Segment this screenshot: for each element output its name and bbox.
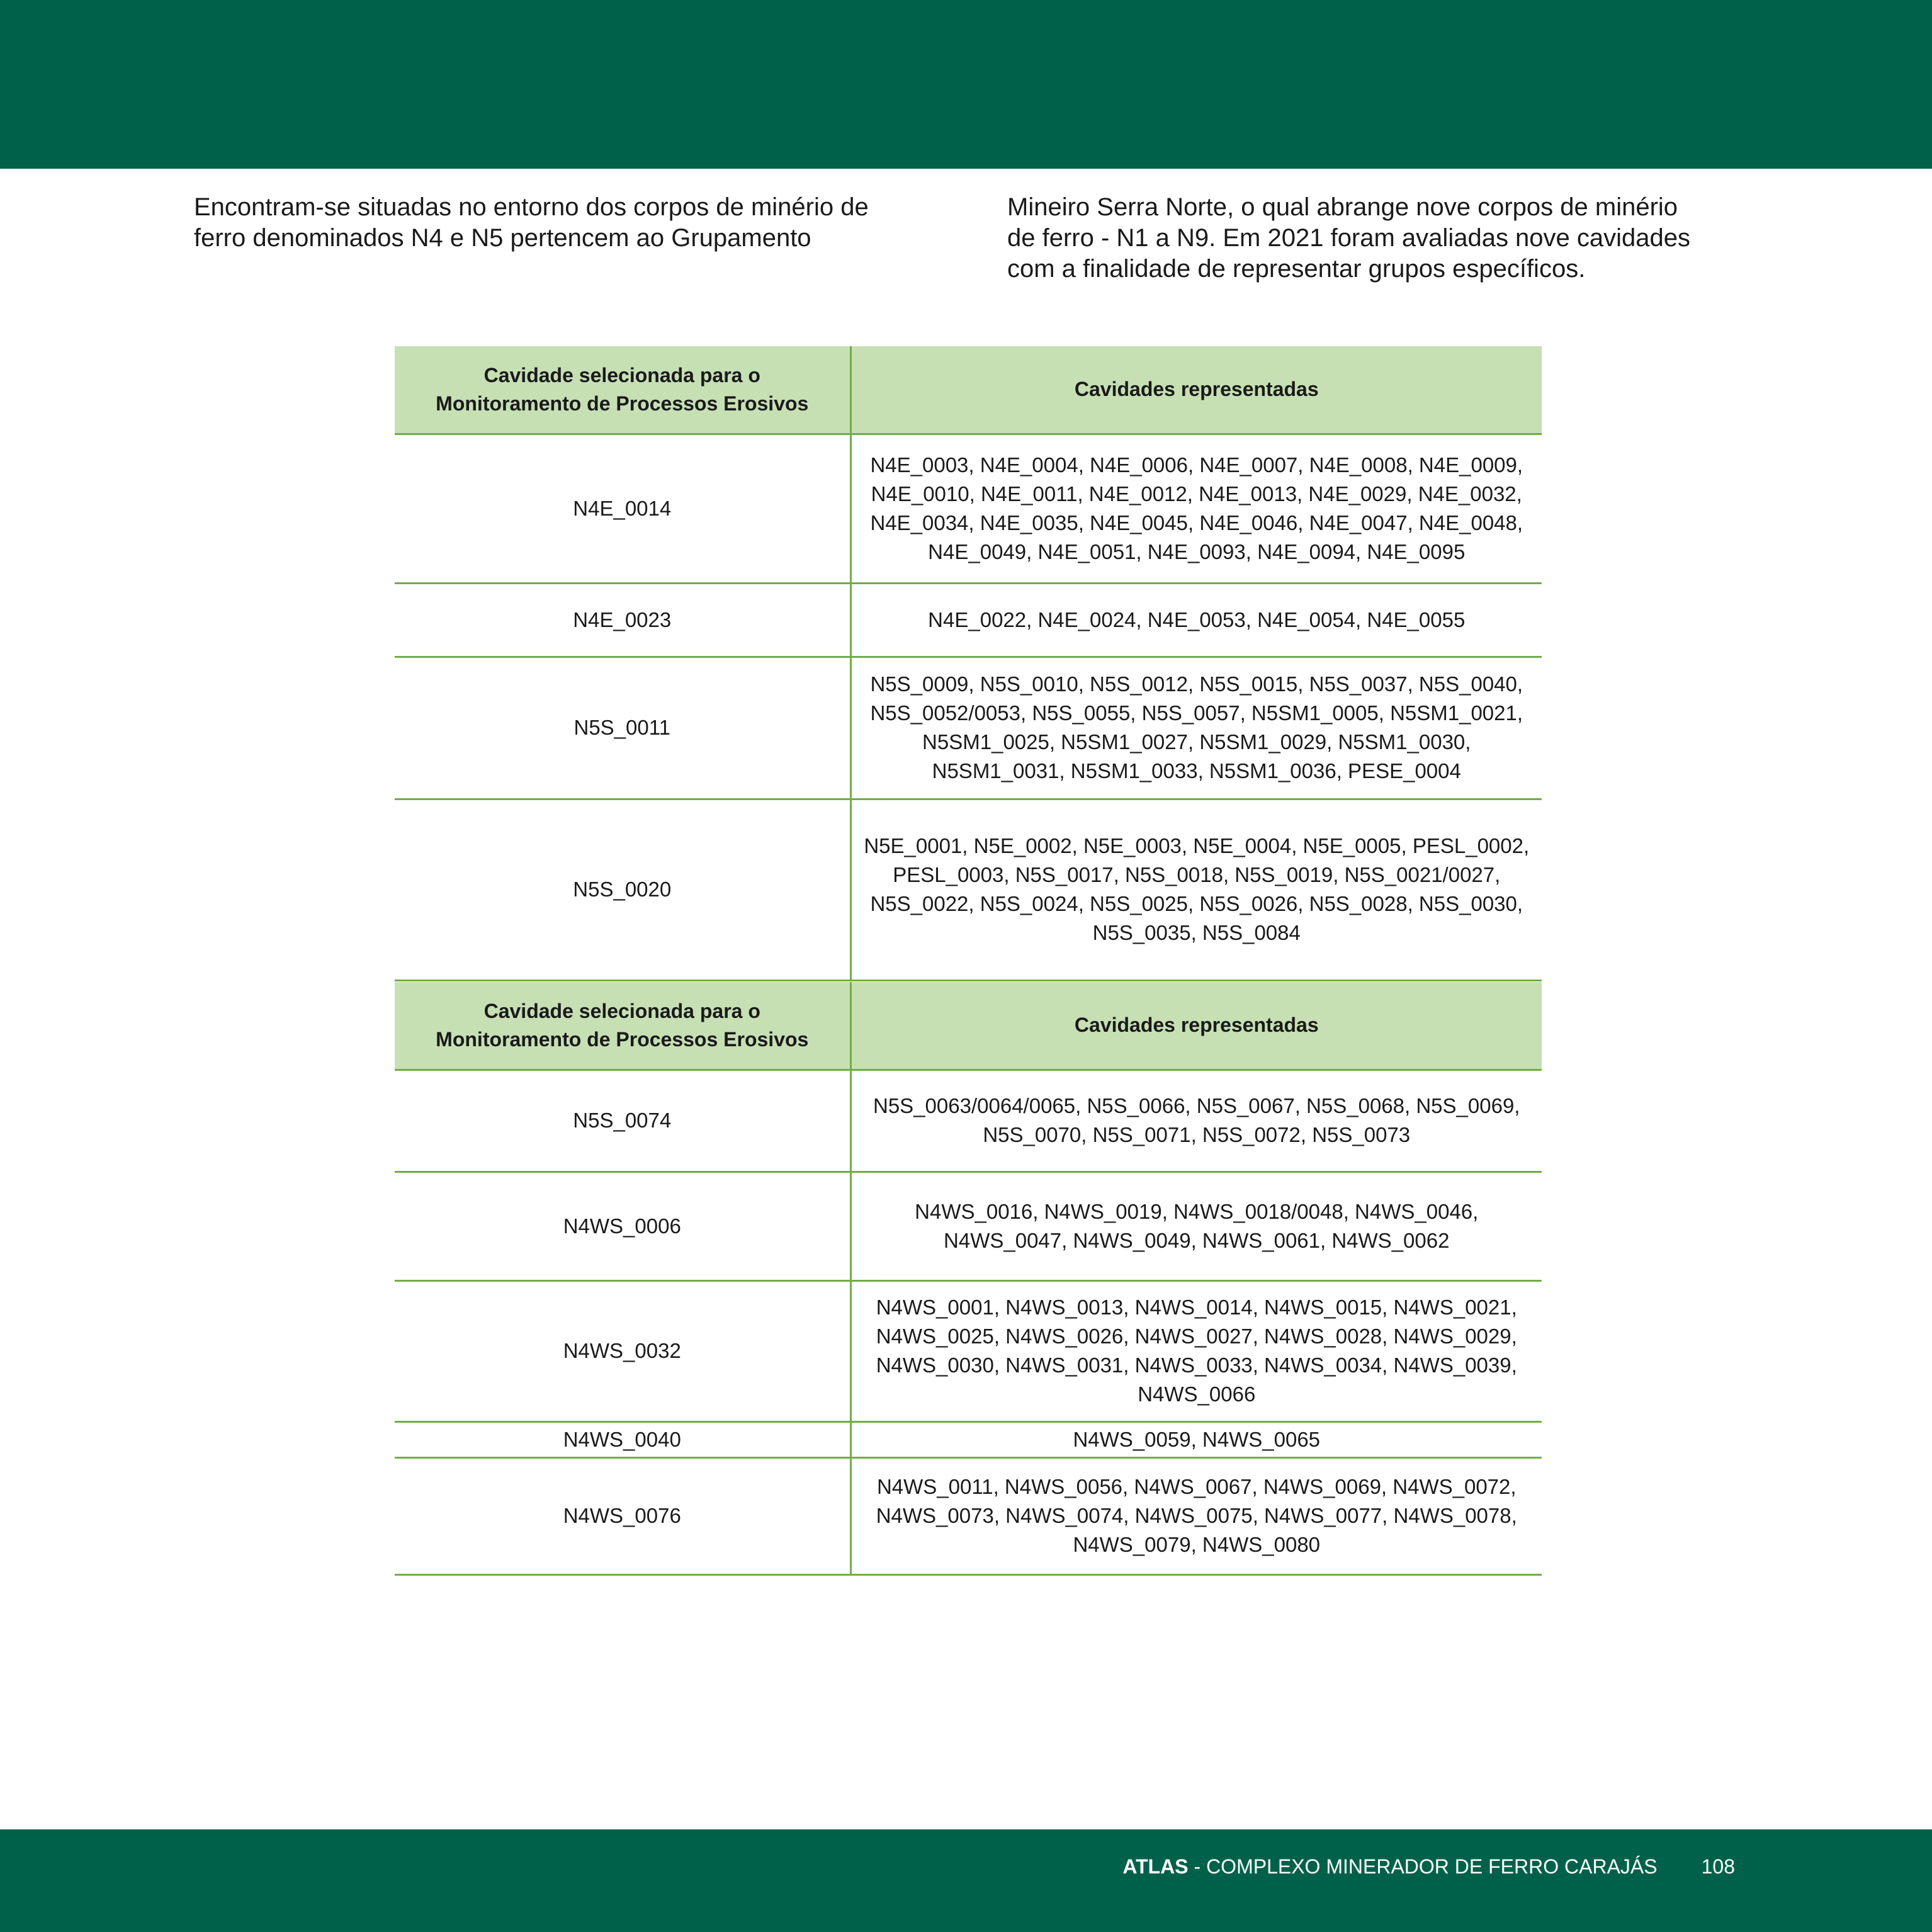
represented-cavities-line: N4WS_0030, N4WS_0031, N4WS_0033, N4WS_0034, N4WS_0039, — [876, 1353, 1517, 1377]
represented-cavities-line: N5S_0070, N5S_0071, N5S_0072, N5S_0073 — [983, 1123, 1411, 1146]
represented-cavities-line: N4WS_0001, N4WS_0013, N4WS_0014, N4WS_0015, N4WS_0021, — [876, 1296, 1517, 1319]
represented-cavities-cell — [850, 1421, 1542, 1457]
represented-cavities-line: N4WS_0016, N4WS_0019, N4WS_0018/0048, N4WS_0046, — [915, 1199, 1479, 1223]
selected-cavity-cell: N4WS_0040 — [395, 1421, 850, 1457]
selected-cavity-cell: N4WS_0006 — [395, 1172, 850, 1280]
represented-cavities-cell — [850, 1280, 1542, 1421]
represented-cavities-line: N4E_0034, N4E_0035, N4E_0045, N4E_0046, N4E_0047, N4E_0048, — [870, 511, 1523, 534]
represented-cavities-line: N4WS_0047, N4WS_0049, N4WS_0061, N4WS_0062 — [944, 1228, 1450, 1252]
represented-cavities-line: N4WS_0011, N4WS_0056, N4WS_0067, N4WS_0069, N4WS_0072, — [876, 1475, 1517, 1498]
represented-cavities-cell — [850, 1172, 1542, 1280]
top-color-band — [0, 0, 1932, 169]
represented-cavities-line: N4E_0049, N4E_0051, N4E_0093, N4E_0094, N4E_0095 — [928, 539, 1466, 563]
selected-cavity-cell: N5S_0020 — [395, 799, 850, 980]
selected-cavity-cell: N4WS_0076 — [395, 1457, 850, 1574]
represented-cavities-cell — [850, 434, 1542, 583]
represented-cavities-line: N4E_0022, N4E_0024, N4E_0053, N4E_0054, N4E_0055 — [928, 607, 1466, 631]
cavities-table-part-1 — [395, 346, 1542, 981]
selected-cavity-cell: N5S_0011 — [395, 657, 850, 799]
table-row — [395, 583, 1542, 657]
represented-cavities-cell — [850, 1070, 1542, 1172]
table-row — [395, 1280, 1542, 1421]
represented-cavities-line: N4E_0003, N4E_0004, N4E_0006, N4E_0007, N4E_0008, N4E_0009, — [870, 453, 1523, 477]
cavities-table-part-2 — [395, 982, 1542, 1576]
table-row — [395, 799, 1542, 980]
selected-cavity-cell: N4E_0014 — [395, 434, 850, 583]
header-represented-cavities: Cavidades representadas — [850, 346, 1542, 434]
intro-right-line: com a finalidade de representar grupos específicos. — [1007, 255, 1586, 283]
table-row — [395, 434, 1542, 583]
intro-left-line: ferro denominados N4 e N5 pertencem ao Grupamento — [194, 224, 811, 252]
represented-cavities-line: N5SM1_0025, N5SM1_0027, N5SM1_0029, N5SM1_0030, — [922, 730, 1471, 754]
footer-subtitle: - COMPLEXO MINERADOR DE FERRO CARAJÁS — [1188, 1855, 1658, 1878]
header-represented-cavities: Cavidades representadas — [850, 982, 1542, 1070]
represented-cavities-line: N5SM1_0031, N5SM1_0033, N5SM1_0036, PESE_0004 — [932, 759, 1461, 782]
represented-cavities-line: N5E_0001, N5E_0002, N5E_0003, N5E_0004, N5E_0005, PESL_0002, — [864, 834, 1530, 857]
represented-cavities-line: N5S_0009, N5S_0010, N5S_0012, N5S_0015, N5S_0037, N5S_0040, — [870, 672, 1523, 696]
table-row — [395, 657, 1542, 799]
table-row — [395, 1457, 1542, 1574]
table-header-row — [395, 982, 1542, 1070]
represented-cavities-line: N5S_0022, N5S_0024, N5S_0025, N5S_0026, N5S_0028, N5S_0030, — [870, 892, 1523, 915]
table-header-row — [395, 346, 1542, 434]
intro-left-line: Encontram-se situadas no entorno dos corpos de minério de — [194, 193, 869, 221]
represented-cavities-cell — [850, 657, 1542, 799]
intro-right-line: de ferro - N1 a N9. Em 2021 foram avaliadas nove cavidades — [1007, 224, 1691, 252]
page-footer — [1122, 1851, 1735, 1882]
represented-cavities-cell — [850, 799, 1542, 980]
table-row — [395, 1421, 1542, 1457]
represented-cavities-line: N5S_0035, N5S_0084 — [1092, 921, 1301, 944]
represented-cavities-line: N4WS_0025, N4WS_0026, N4WS_0027, N4WS_0028, N4WS_0029, — [876, 1325, 1517, 1348]
intro-left-column — [194, 192, 949, 254]
represented-cavities-line: N4E_0010, N4E_0011, N4E_0012, N4E_0013, N4E_0029, N4E_0032, — [871, 482, 1522, 506]
represented-cavities-cell — [850, 1457, 1542, 1574]
represented-cavities-line: N4WS_0079, N4WS_0080 — [1073, 1533, 1321, 1556]
represented-cavities-line: N4WS_0059, N4WS_0065 — [1073, 1427, 1321, 1451]
represented-cavities-line: PESL_0003, N5S_0017, N5S_0018, N5S_0019, N5S_0021/0027, — [893, 863, 1501, 886]
table-row — [395, 1070, 1542, 1172]
selected-cavity-cell: N4WS_0032 — [395, 1280, 850, 1421]
represented-cavities-line: N5S_0052/0053, N5S_0055, N5S_0057, N5SM1_0005, N5SM1_0021, — [870, 701, 1523, 725]
selected-cavity-cell: N5S_0074 — [395, 1070, 850, 1172]
intro-right-line: Mineiro Serra Norte, o qual abrange nove corpos de minério — [1007, 193, 1678, 221]
footer-brand: ATLAS — [1122, 1855, 1189, 1878]
represented-cavities-cell — [850, 583, 1542, 657]
header-selected-cavity: Cavidade selecionada para o Monitoramento de Processos Erosivos — [395, 982, 850, 1070]
intro-right-column — [1007, 192, 1763, 285]
represented-cavities-line: N4WS_0073, N4WS_0074, N4WS_0075, N4WS_0077, N4WS_0078, — [876, 1504, 1517, 1527]
represented-cavities-line: N5S_0063/0064/0065, N5S_0066, N5S_0067, N5S_0068, N5S_0069, — [873, 1094, 1520, 1117]
header-selected-cavity: Cavidade selecionada para o Monitoramento de Processos Erosivos — [395, 346, 850, 434]
selected-cavity-cell: N4E_0023 — [395, 583, 850, 657]
table-row — [395, 1172, 1542, 1280]
page-number: 108 — [1701, 1855, 1735, 1878]
represented-cavities-line: N4WS_0066 — [1138, 1382, 1256, 1406]
